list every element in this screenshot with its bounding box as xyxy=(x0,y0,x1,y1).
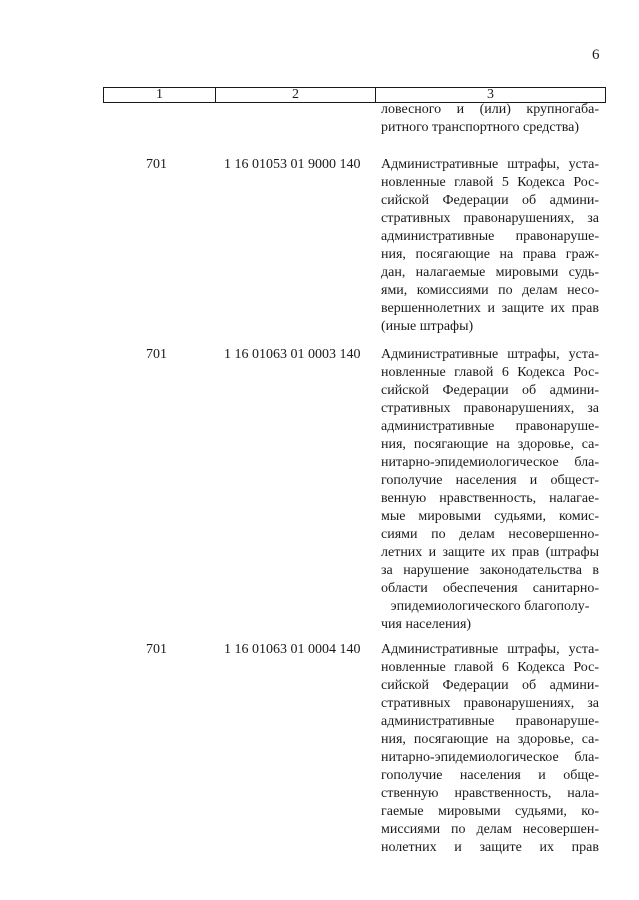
text-line: чия населения) xyxy=(381,617,472,632)
admin-code: 701 xyxy=(146,642,167,657)
text-line: миссиями по делам несовершен- xyxy=(381,822,599,837)
text-line: Административные штрафы, уста- xyxy=(381,157,599,172)
revenue-description xyxy=(381,346,599,634)
text-line: ния, посягающие на здоровье, са- xyxy=(381,437,599,452)
text-line: за нарушение законодательства в xyxy=(381,563,599,578)
text-line: ственную нравственность, нала- xyxy=(381,786,599,801)
column-header-1: 1 xyxy=(104,88,216,102)
text-line: эпидемиологического благополу- xyxy=(390,599,590,614)
budget-classification-code: 1 16 01053 01 9000 140 xyxy=(224,157,361,172)
text-line: вершеннолетних и защите их прав xyxy=(381,301,599,316)
text-line: летних и защите их прав (штрафы xyxy=(381,545,599,560)
text-line: административные правонаруше- xyxy=(381,229,599,244)
text-line: венную нравственность, налагае- xyxy=(381,491,599,506)
page-number: 6 xyxy=(592,47,600,63)
column-header-2: 2 xyxy=(216,88,376,102)
text-line: новленные главой 6 Кодекса Рос- xyxy=(381,365,599,380)
budget-classification-code: 1 16 01063 01 0004 140 xyxy=(224,642,361,657)
text-line: ритного транспортного средства) xyxy=(381,120,580,135)
text-line: нитарно-эпидемиологическое бла- xyxy=(381,750,599,765)
text-line: сиями по делам несовершенно- xyxy=(381,527,599,542)
continuation-text xyxy=(381,101,599,137)
text-line: сийской Федерации об админи- xyxy=(381,193,599,208)
text-line: гополучие населения и общест- xyxy=(381,473,599,488)
text-line: ния, посягающие на здоровье, са- xyxy=(381,732,599,747)
text-line: Административные штрафы, уста- xyxy=(381,642,599,657)
revenue-description xyxy=(381,156,599,336)
admin-code: 701 xyxy=(146,157,167,172)
budget-classification-code: 1 16 01063 01 0003 140 xyxy=(224,347,361,362)
column-header-3: 3 xyxy=(487,87,494,102)
text-line: сийской Федерации об админи- xyxy=(381,678,599,693)
text-line: административные правонаруше- xyxy=(381,714,599,729)
text-line: нитарно-эпидемиологическое бла- xyxy=(381,455,599,470)
text-line: мые мировыми судьями, комис- xyxy=(381,509,599,524)
text-line: административные правонаруше- xyxy=(381,419,599,434)
text-line: стративных правонарушениях, за xyxy=(381,696,599,711)
text-line: ями, комиссиями по делам несо- xyxy=(381,283,599,298)
text-line: области обеспечения санитарно- xyxy=(381,581,599,596)
text-line: Административные штрафы, уста- xyxy=(381,347,599,362)
text-line: (иные штрафы) xyxy=(381,319,474,334)
text-line: гополучие населения и обще- xyxy=(381,768,599,783)
text-line: дан, налагаемые мировыми судь- xyxy=(381,265,599,280)
text-line: нолетних и защите их прав xyxy=(381,840,599,855)
text-line: стративных правонарушениях, за xyxy=(381,211,599,226)
text-line: стративных правонарушениях, за xyxy=(381,401,599,416)
text-line: новленные главой 5 Кодекса Рос- xyxy=(381,175,599,190)
admin-code: 701 xyxy=(146,347,167,362)
text-line: ния, посягающие на права граж- xyxy=(381,247,599,262)
revenue-description xyxy=(381,641,599,857)
text-line: гаемые мировыми судьями, ко- xyxy=(381,804,599,819)
text-line: новленные главой 6 Кодекса Рос- xyxy=(381,660,599,675)
text-line: сийской Федерации об админи- xyxy=(381,383,599,398)
text-line: ловесного и (или) крупногаба- xyxy=(381,102,599,117)
